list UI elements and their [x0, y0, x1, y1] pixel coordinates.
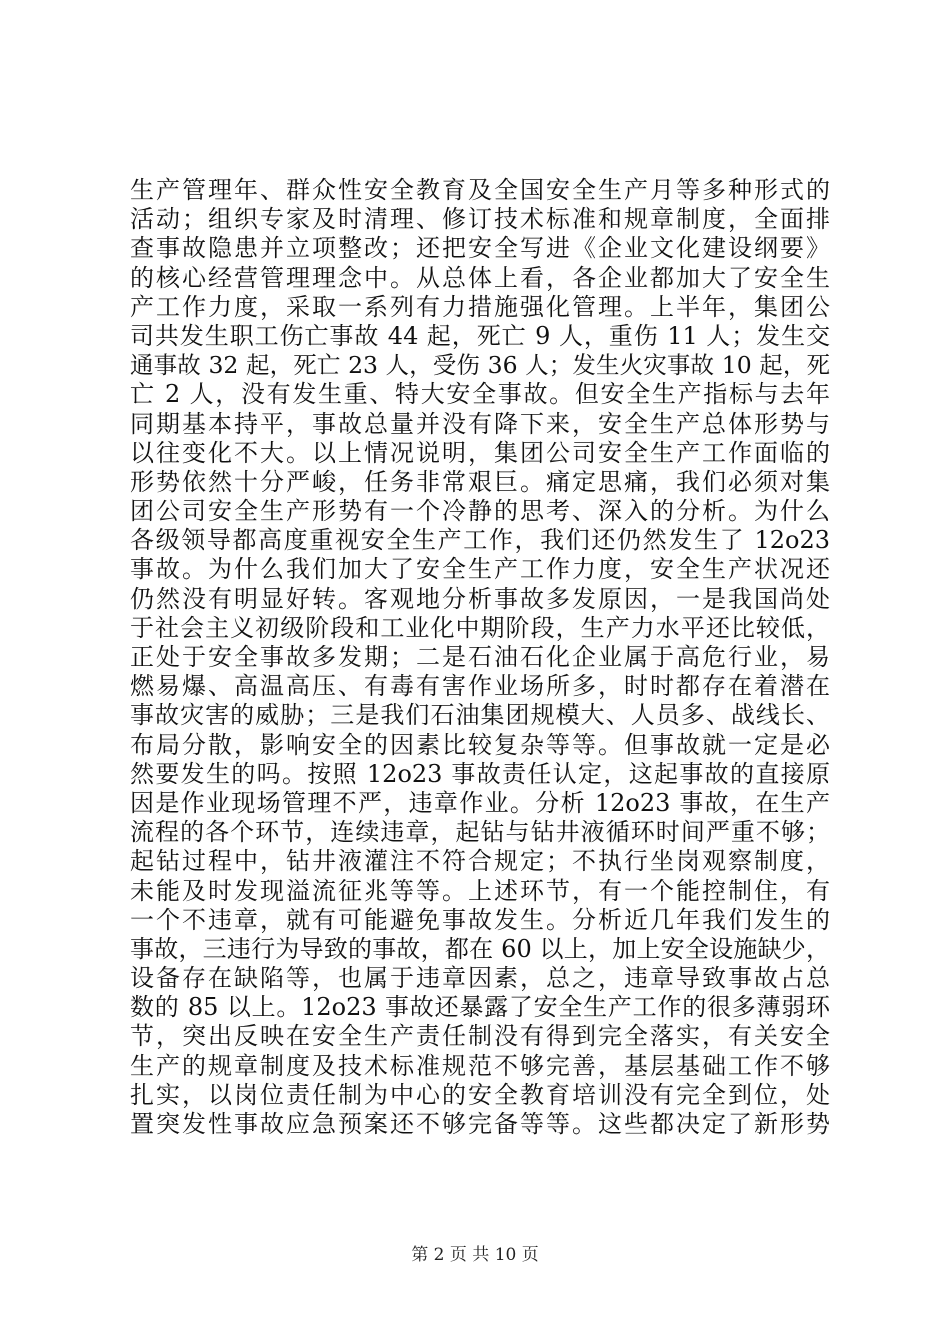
text-line: 因是作业现场管理不严，违章作业。分析 12o23 事故，在生产 — [130, 788, 830, 817]
text-line: 各级领导都高度重视安全生产工作，我们还仍然发生了 12o23 — [130, 526, 830, 555]
text-line: 节，突出反映在安全生产责任制没有得到完全落实，有关安全 — [130, 1022, 830, 1051]
text-line: 一个不违章，就有可能避免事故发生。分析近几年我们发生的 — [130, 905, 830, 934]
text-line: 团公司安全生产形势有一个冷静的思考、深入的分析。为什么 — [130, 497, 830, 526]
text-line: 生产的规章制度及技术标准规范不够完善，基层基础工作不够 — [130, 1051, 830, 1080]
text-line: 于社会主义初级阶段和工业化中期阶段，生产力水平还比较低， — [130, 613, 830, 642]
text-line: 事故灾害的威胁；三是我们石油集团规模大、人员多、战线长、 — [130, 701, 830, 730]
text-line: 活动；组织专家及时清理、修订技术标准和规章制度，全面排 — [130, 205, 830, 234]
text-line: 通事故 32 起，死亡 23 人，受伤 36 人；发生火灾事故 10 起，死 — [130, 351, 830, 380]
text-line: 正处于安全事故多发期；二是石油石化企业属于高危行业，易 — [130, 643, 830, 671]
text-line: 扎实，以岗位责任制为中心的安全教育培训没有完全到位，处 — [130, 1080, 830, 1109]
text-line: 然要发生的吗。按照 12o23 事故责任认定，这起事故的直接原 — [130, 759, 830, 788]
text-line: 的核心经营管理理念中。从总体上看，各企业都加大了安全生 — [130, 263, 830, 292]
text-line: 燃易爆、高温高压、有毒有害作业场所多，时时都存在着潜在 — [130, 672, 830, 701]
text-line: 产工作力度，采取一系列有力措施强化管理。上半年，集团公 — [130, 292, 830, 321]
text-line: 起钻过程中，钻井液灌注不符合规定；不执行坐岗观察制度， — [130, 847, 830, 876]
text-line: 生产管理年、群众性安全教育及全国安全生产月等多种形式的 — [130, 176, 830, 204]
document-body — [130, 176, 830, 1139]
text-line: 事故，三违行为导致的事故，都在 60 以上，加上安全设施缺少， — [130, 934, 830, 963]
text-line: 未能及时发现溢流征兆等等。上述环节，有一个能控制住，有 — [130, 876, 830, 905]
text-line: 数的 85 以上。12o23 事故还暴露了安全生产工作的很多薄弱环 — [130, 993, 830, 1022]
text-line: 流程的各个环节，连续违章，起钻与钻井液循环时间严重不够； — [130, 818, 830, 847]
text-line: 同期基本持平，事故总量并没有降下来，安全生产总体形势与 — [130, 409, 830, 438]
text-line: 查事故隐患并立项整改；还把安全写进《企业文化建设纲要》 — [130, 234, 830, 263]
text-line: 司共发生职工伤亡事故 44 起，死亡 9 人，重伤 11 人；发生交 — [130, 321, 830, 350]
text-line: 置突发性事故应急预案还不够完备等等。这些都决定了新形势 — [130, 1110, 830, 1138]
text-line: 事故。为什么我们加大了安全生产工作力度，安全生产状况还 — [130, 555, 830, 584]
text-line: 亡 2 人，没有发生重、特大安全事故。但安全生产指标与去年 — [130, 380, 830, 409]
text-line: 设备存在缺陷等，也属于违章因素，总之，违章导致事故占总 — [130, 964, 830, 993]
text-line: 形势依然十分严峻，任务非常艰巨。痛定思痛，我们必须对集 — [130, 467, 830, 496]
text-line: 以往变化不大。以上情况说明，集团公司安全生产工作面临的 — [130, 438, 830, 467]
text-line: 仍然没有明显好转。客观地分析事故多发原因，一是我国尚处 — [130, 584, 830, 613]
text-line: 布局分散，影响安全的因素比较复杂等等。但事故就一定是必 — [130, 730, 830, 759]
page-footer: 第 2 页 共 10 页 — [411, 1245, 539, 1265]
